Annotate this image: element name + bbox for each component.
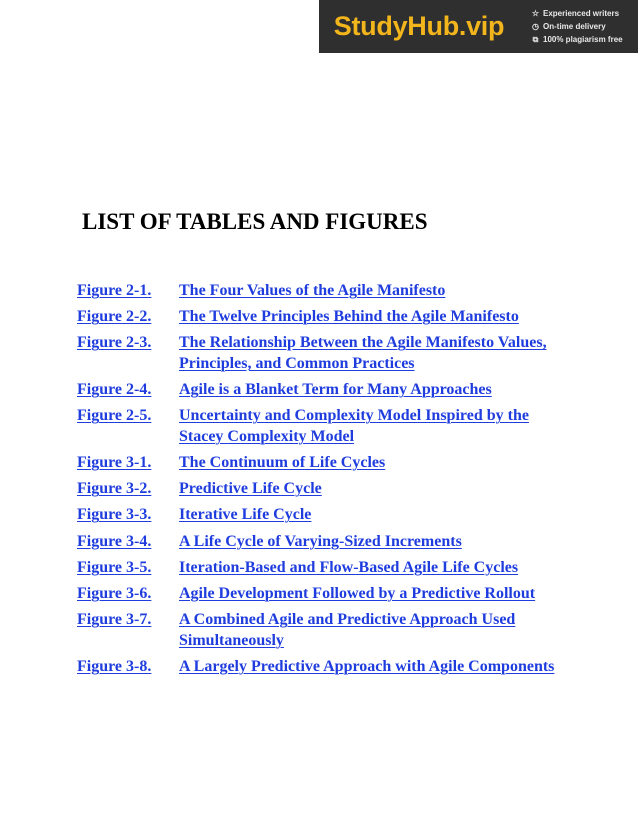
figure-number-link[interactable]: Figure 2-1. bbox=[77, 282, 152, 299]
list-item bbox=[77, 307, 577, 328]
figure-number-link[interactable]: Figure 3-4. bbox=[77, 532, 152, 550]
list-item bbox=[77, 610, 577, 651]
list-item bbox=[77, 505, 577, 526]
figure-title-link[interactable]: A Combined Agile and Predictive Approach Used Simultaneously bbox=[179, 611, 516, 649]
list-item bbox=[77, 479, 577, 500]
figure-title-link[interactable]: A Life Cycle of Varying-Sized Increments bbox=[179, 532, 462, 550]
feature-label: 100% plagiarism free bbox=[543, 34, 623, 44]
studyhub-logo[interactable] bbox=[319, 0, 519, 53]
list-item bbox=[77, 532, 577, 553]
list-item bbox=[77, 333, 577, 374]
brand-hub-text: Hub bbox=[407, 11, 459, 41]
feature-label: On-time delivery bbox=[543, 21, 606, 31]
figure-number-link[interactable]: Figure 3-1. bbox=[77, 453, 152, 471]
brand-study-text: Study bbox=[333, 11, 408, 41]
figure-title-link[interactable]: Agile is a Blanket Term for Many Approaches bbox=[179, 381, 492, 399]
list-item bbox=[77, 657, 577, 678]
figure-number-link[interactable]: Figure 2-5. bbox=[77, 407, 152, 425]
figure-list bbox=[77, 281, 577, 683]
copy-check-icon: ⧉ bbox=[532, 34, 539, 44]
figure-title-link[interactable]: Iterative Life Cycle bbox=[179, 506, 312, 524]
figure-title-link[interactable]: Predictive Life Cycle bbox=[179, 480, 322, 498]
list-item bbox=[77, 281, 577, 302]
list-item bbox=[77, 453, 577, 474]
figure-title-link[interactable]: Iteration-Based and Flow-Based Agile Life Cycles bbox=[179, 558, 519, 576]
banner-features bbox=[519, 0, 623, 53]
figure-title-link[interactable]: The Twelve Principles Behind the Agile Manifesto bbox=[179, 308, 519, 326]
star-icon: ☆ bbox=[531, 8, 540, 18]
list-item bbox=[77, 584, 577, 605]
figure-number-link[interactable]: Figure 2-4. bbox=[77, 381, 152, 399]
figure-title-link[interactable]: Agile Development Followed by a Predictive Rollout bbox=[179, 584, 536, 602]
figure-title-link[interactable]: Uncertainty and Complexity Model Inspired by the Stacey Complexity Model bbox=[179, 407, 529, 445]
feature-plagiarism-free bbox=[531, 35, 623, 45]
figure-number-link[interactable]: Figure 3-7. bbox=[77, 611, 152, 629]
figure-number-link[interactable]: Figure 3-5. bbox=[77, 558, 152, 576]
figure-number-link[interactable]: Figure 3-6. bbox=[77, 584, 152, 602]
figure-number-link[interactable]: Figure 3-3. bbox=[77, 506, 152, 524]
list-item bbox=[77, 380, 577, 401]
figure-title-link[interactable]: A Largely Predictive Approach with Agile Components bbox=[179, 657, 555, 675]
figure-title-link[interactable]: The Four Values of the Agile Manifesto bbox=[179, 282, 446, 299]
feature-on-time-delivery bbox=[531, 22, 623, 32]
page-title: LIST OF TABLES AND FIGURES bbox=[82, 209, 428, 234]
figure-number-link[interactable]: Figure 2-2. bbox=[77, 308, 152, 326]
figure-number-link[interactable]: Figure 3-8. bbox=[77, 657, 152, 675]
list-item bbox=[77, 558, 577, 579]
list-item bbox=[77, 406, 577, 447]
brand-vip-text: .vip bbox=[458, 11, 505, 41]
figure-number-link[interactable]: Figure 2-3. bbox=[77, 334, 152, 352]
feature-label: Experienced writers bbox=[543, 8, 620, 18]
figure-title-link[interactable]: The Relationship Between the Agile Manifesto Values, Principles, and Common Practices bbox=[179, 334, 547, 372]
clock-icon: ◷ bbox=[532, 21, 539, 31]
studyhub-banner[interactable] bbox=[319, 0, 638, 53]
figure-number-link[interactable]: Figure 3-2. bbox=[77, 480, 152, 498]
feature-experienced-writers bbox=[531, 9, 623, 19]
figure-title-link[interactable]: The Continuum of Life Cycles bbox=[179, 453, 386, 471]
